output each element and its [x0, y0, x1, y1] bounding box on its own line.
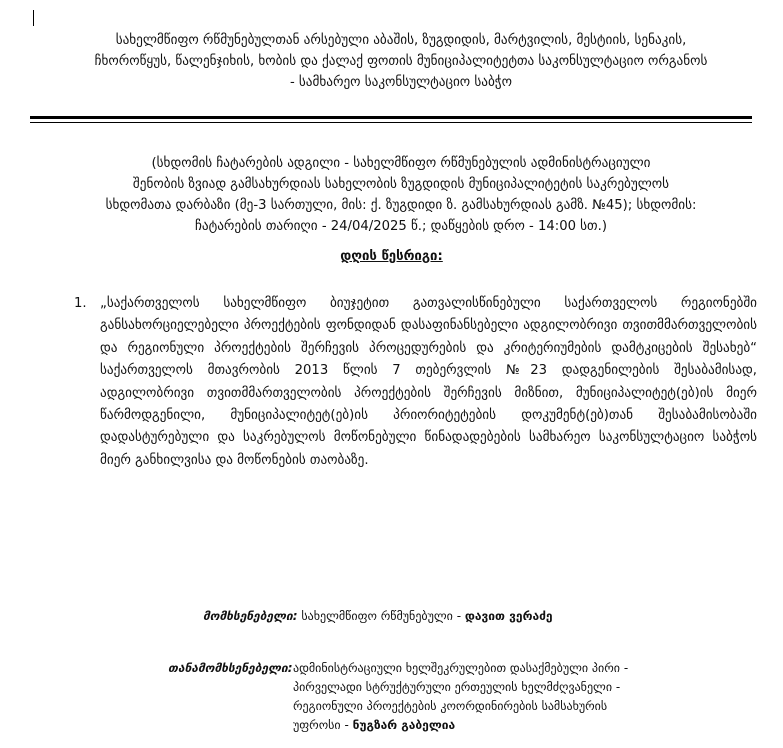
speaker-role: სახელმწიფო რწმუნებული -: [297, 609, 465, 623]
agenda-title: დღის წესრიგი:: [340, 249, 443, 264]
speaker-name: დავით ვერაძე: [464, 609, 553, 623]
agenda-item-text: „საქართველოს სახელმწიფო ბიუჯეტით გათვალისწინებული საქართველოს რეგიონებში განსახორციელებელი პროექტების ფონდიდან დასაფინანსებელი ადგილობრივი თვითმმართველობის და რეგიონული პროექტების შერჩევის პროცედურების და კრიტერიუმების დამტკიცების შესახებ“ საქართველოს მთავრობის 2013 წლის 7 თებერვლის №23 დადგენილების შესაბამისად, ადგილობრივი თვითმმართველობის პროექტების შერჩევის მიზნით, მუნიციპალიტეტ(ებ)ის მიერ წარმოდგენილი, მუნიციპალიტეტ(ებ)ის პრიორიტეტების დოკუმენტ(ებ)თან შესაბამისობაში დადასტურებული და საკრებულოს მოწონებული წინადადებების სამხარეო საკონსულტაციო საბჭოს მიერ განხილვისა და მოწონების თაობაზე.: [100, 296, 757, 468]
session-line-2: შენობის ზვიად გამსახურდიას სახელობის ზუგდიდის მუნიციპალიტეტის საკრებულოს: [132, 177, 670, 192]
session-line-4: ჩატარების თარიღი - 24/04/2025 წ.; დაწყების დრო - 14:00 სთ.): [195, 219, 607, 234]
co-speaker-name: ნუგზარ გაბელია: [352, 718, 456, 732]
header-divider-thin: [30, 122, 752, 123]
header-line-2: ჩხოროწყუს, წალენჯიხის, ხობის და ქალაქ ფოთის მუნიციპალიტეტთა საკონსულტაციო ორგანოს: [94, 54, 708, 69]
header-line-3: - სამხარეო საკონსულტაციო საბჭო: [289, 75, 513, 90]
session-line-3: სხდომათა დარბაზი (მე-3 სართული, მის: ქ. ზუგდიდი ზ. გამსახურდიას გამზ. №45); სხდომის:: [105, 198, 697, 213]
header-line-1: სახელმწიფო რწმუნებულთან არსებული აბაშის, ზუგდიდის, მარტვილის, მესტიის, სენაკის,: [115, 33, 687, 48]
co-speaker-line-3: რეგიონული პროექტების კოორდინირების სამსახურის: [293, 699, 608, 713]
header-divider-thick: [30, 116, 752, 119]
co-speaker-line-2: პირველადი სტრუქტურული ერთეულის ხელმძღვანელი -: [293, 680, 621, 694]
co-speaker-line-4: [293, 716, 673, 735]
agenda-item-number: 1.: [74, 296, 87, 311]
co-speaker-line-1: ადმინისტრაციული ხელშეკრულებით დასაქმებული პირი -: [293, 661, 629, 675]
co-speaker-label: თანამომხსენებელი:: [168, 661, 293, 675]
co-speaker-title: უფროსი -: [293, 718, 353, 732]
document-header: [40, 30, 762, 93]
text-cursor: [33, 10, 34, 26]
session-info: [60, 153, 742, 237]
speaker-label: მომხსენებელი:: [203, 609, 298, 623]
speaker-line: [203, 607, 553, 625]
co-speaker-details: [293, 659, 673, 735]
session-line-1: (სხდომის ჩატარების ადგილი - სახელმწიფო რწმუნებულის ადმინისტრაციული: [151, 156, 651, 171]
